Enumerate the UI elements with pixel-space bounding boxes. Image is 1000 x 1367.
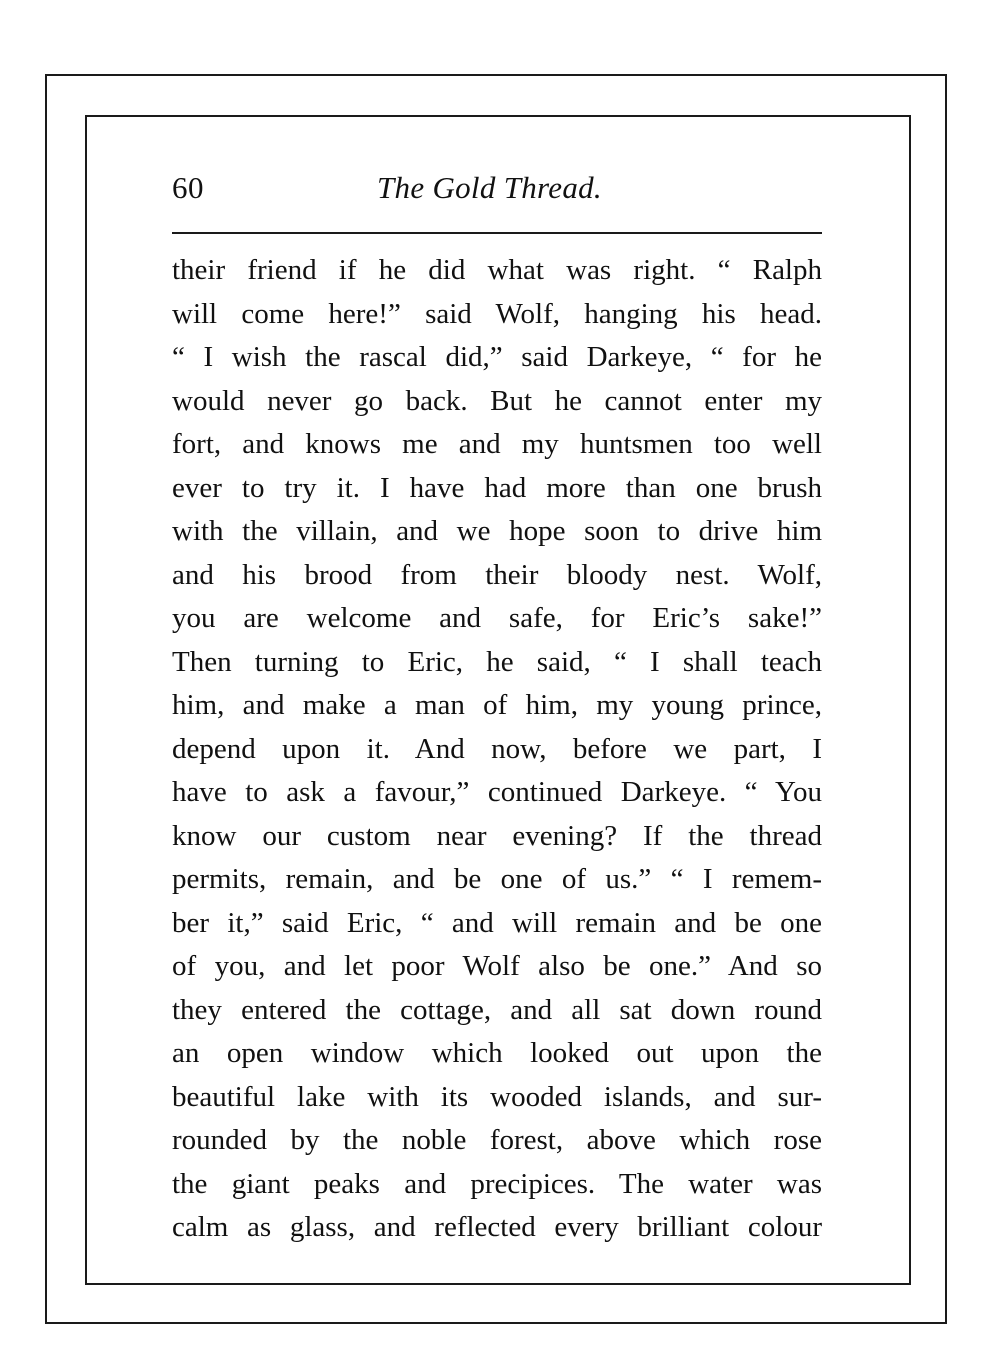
text-line: would never go back. But he cannot enter my: [172, 384, 822, 417]
page-number: 60: [172, 170, 204, 205]
text-line: their friend if he did what was right. “ Ralph: [172, 254, 822, 286]
running-title: The Gold Thread.: [377, 170, 602, 205]
text-line: have to ask a favour,” continued Darkeye. “ You: [172, 776, 822, 808]
text-line: the giant peaks and precipices. The water was: [172, 1167, 822, 1200]
text-line: know our custom near evening? If the thread: [172, 819, 822, 852]
text-line: him, and make a man of him, my young prince,: [172, 689, 822, 721]
running-head: [172, 168, 822, 212]
text-line: an open window which looked out upon the: [172, 1037, 822, 1069]
text-line: calm as glass, and reflected every brilliant colour: [172, 1211, 822, 1243]
text-line: Then turning to Eric, he said, “ I shall teach: [172, 645, 822, 678]
text-line: beautiful lake with its wooded islands, and sur-: [172, 1080, 822, 1113]
text-line: fort, and knows me and my huntsmen too well: [172, 428, 822, 460]
body-text: [172, 249, 822, 1250]
text-line: and his brood from their bloody nest. Wolf,: [172, 558, 822, 591]
text-line: ber it,” said Eric, “ and will remain and be one: [172, 906, 822, 939]
text-line: depend upon it. And now, before we part, I: [172, 732, 822, 765]
text-line: you are welcome and safe, for Eric’s sake!”: [172, 602, 822, 634]
text-line: of you, and let poor Wolf also be one.” And so: [172, 950, 822, 982]
text-line: permits, remain, and be one of us.” “ I remem-: [172, 863, 822, 895]
text-line: will come here!” said Wolf, hanging his head.: [172, 297, 822, 330]
text-line: “ I wish the rascal did,” said Darkeye, “ for he: [172, 341, 822, 373]
text-line: ever to try it. I have had more than one brush: [172, 471, 822, 504]
text-line: rounded by the noble forest, above which rose: [172, 1124, 822, 1156]
text-line: with the villain, and we hope soon to drive him: [172, 515, 822, 547]
text-line: they entered the cottage, and all sat down round: [172, 993, 822, 1026]
header-rule: [172, 232, 822, 234]
